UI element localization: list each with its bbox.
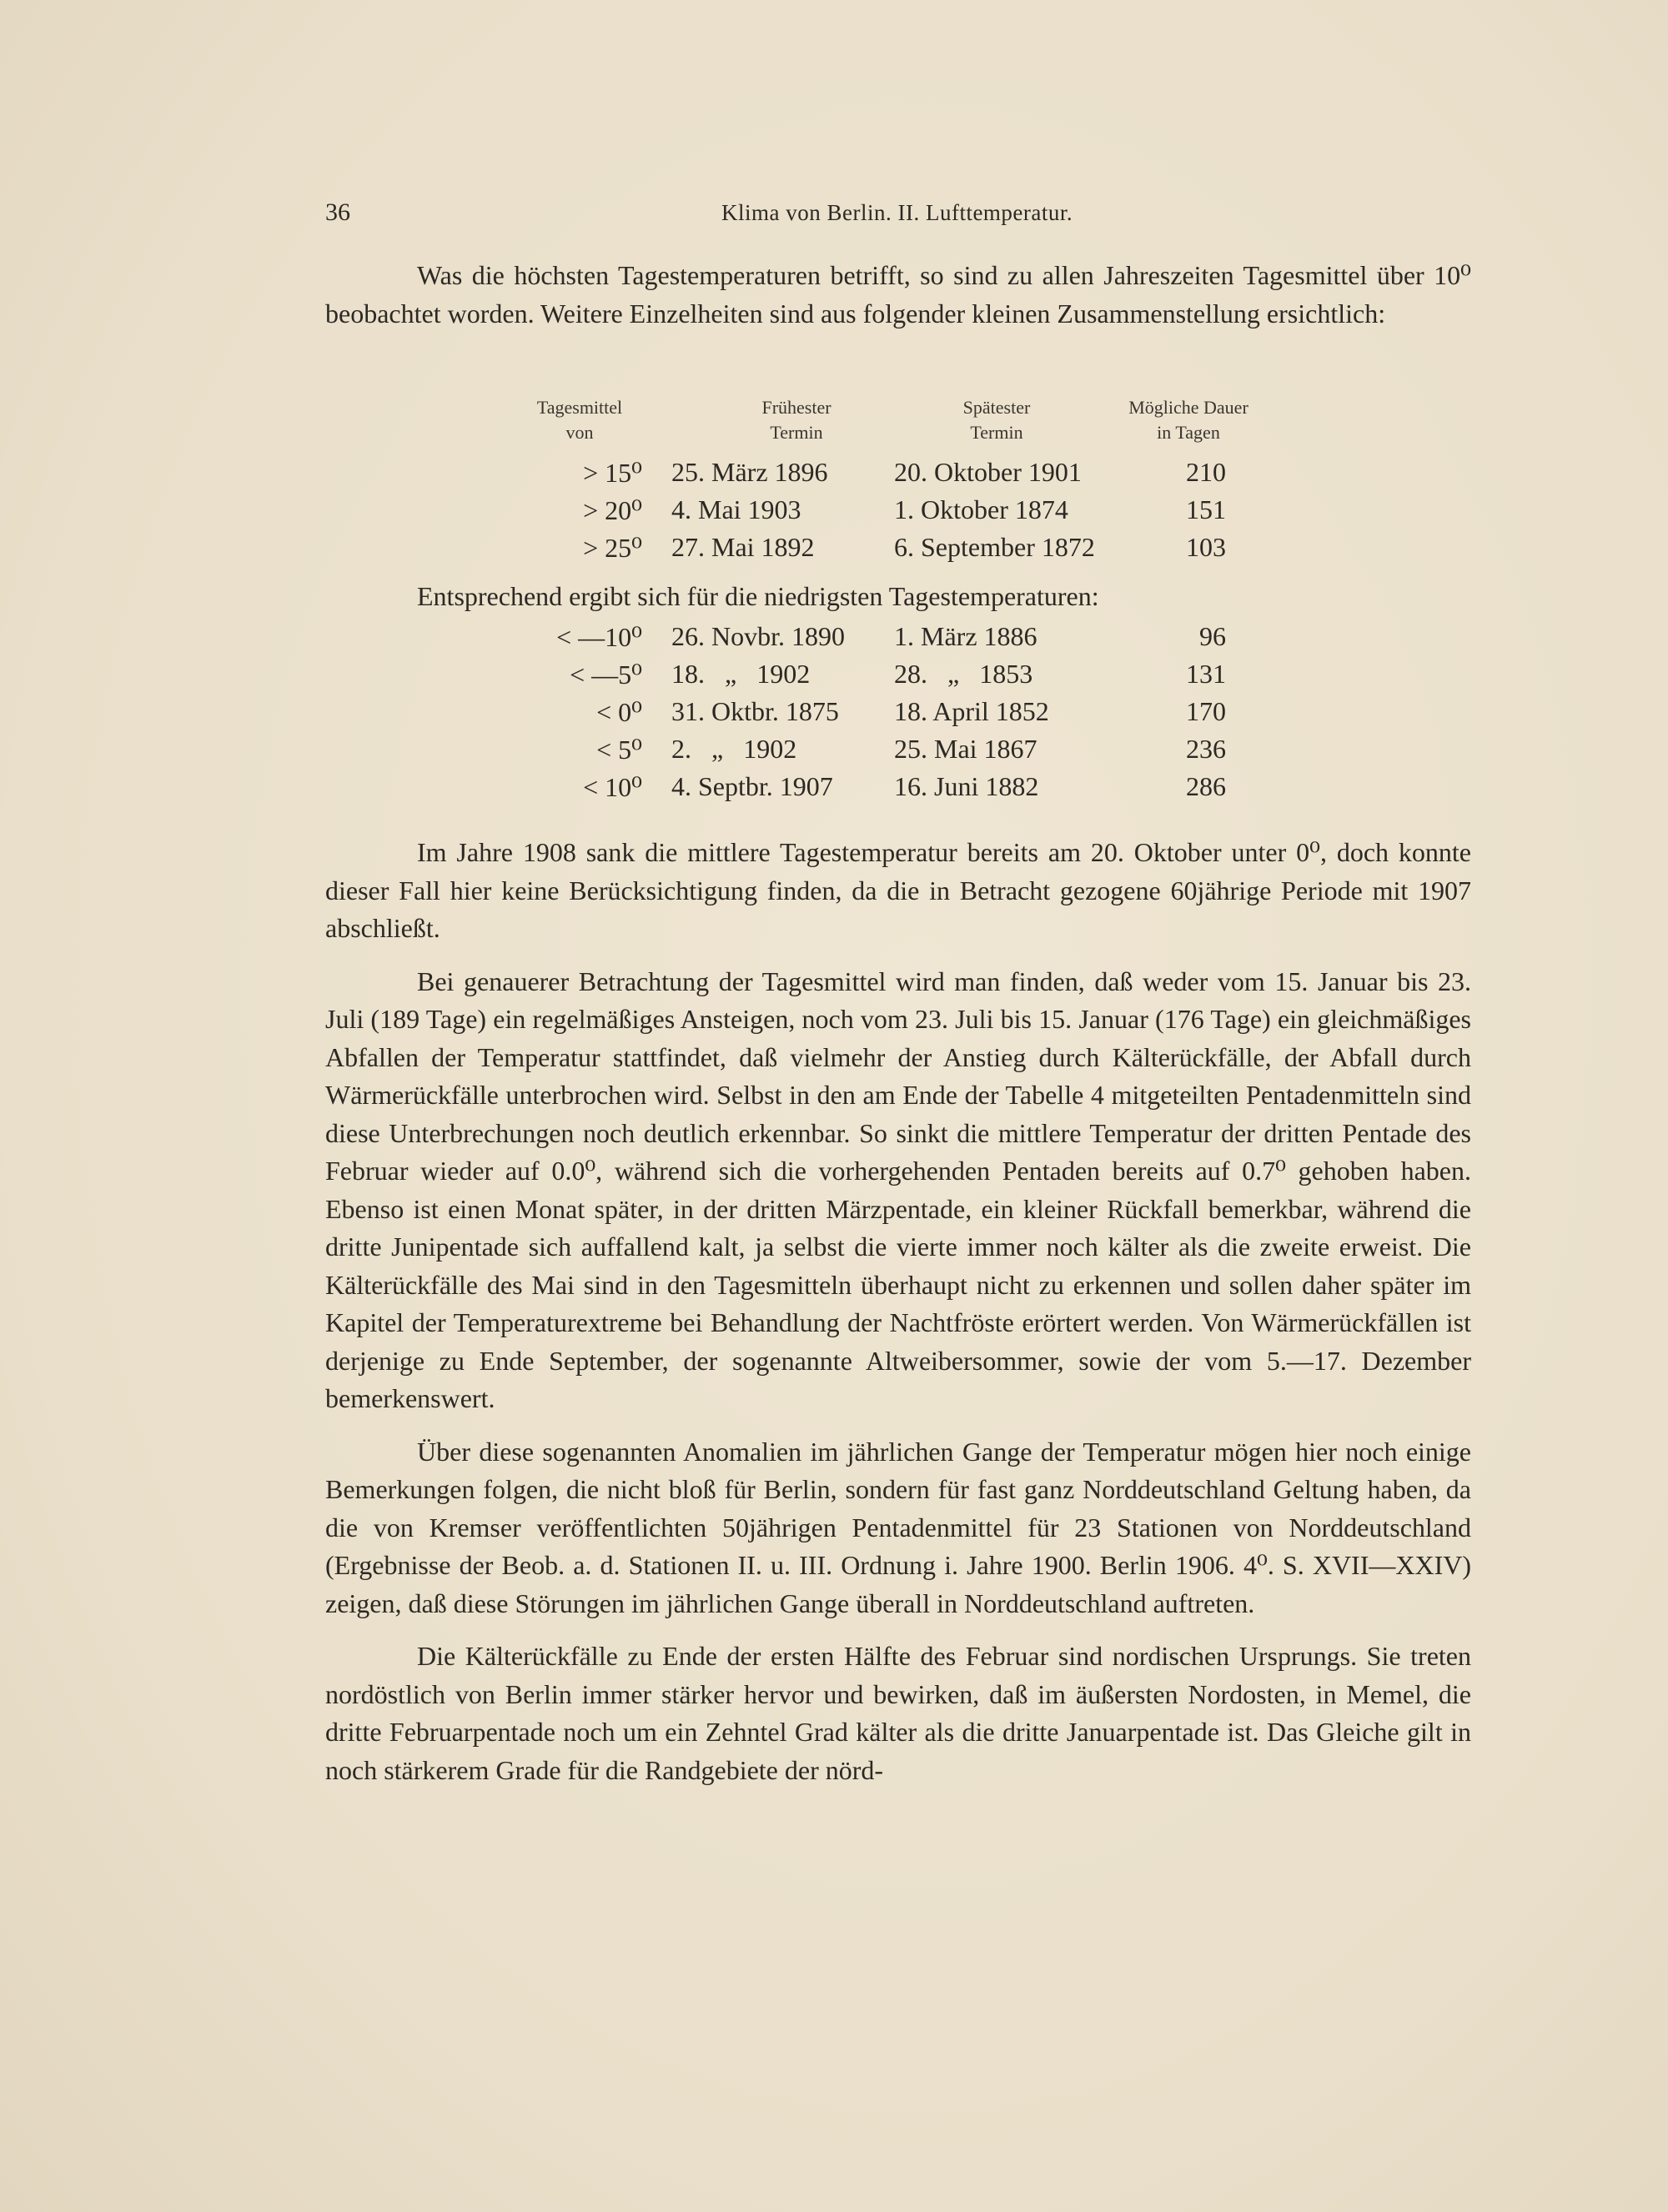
page-number: 36 [325, 198, 350, 226]
header-line: Spätester [962, 397, 1031, 418]
days-cell: 236 [1186, 734, 1226, 764]
days-cell: 286 [1186, 771, 1226, 801]
table-row [0, 457, 1668, 494]
threshold-cell: < —5⁰ [570, 660, 642, 690]
latest-cell: 18. April 1852 [894, 696, 1049, 726]
days-cell: 96 [1199, 621, 1226, 651]
column-header-duration [1076, 395, 1301, 445]
page-header [325, 198, 1472, 232]
table-row [0, 734, 1668, 771]
table-row [0, 659, 1668, 696]
threshold-cell: > 25⁰ [583, 533, 642, 563]
header-line: Mögliche Dauer [1128, 397, 1248, 418]
header-line: von [565, 422, 594, 443]
paragraph: Über diese sogenannten Anomalien im jährlichen Gange der Temperatur mögen hier noch einige Bemerkungen folgen, die nicht bloß für Berlin, sondern für fast ganz Norddeutschland Geltung haben, da die von Kremser veröffentlichten 50jährigen Pentadenmittel für 23 Stationen von Norddeutschland (Ergebnisse der Beob. a. d. Stationen II. u. III. Ordnung i. Jahre 1900. Berlin 1906. 4⁰. S. XVII—XXIV) zeigen, daß diese Störungen im jährlichen Gange überall in Norddeutschland auftreten. [325, 1436, 1471, 1618]
earliest-cell: 18. „ 1902 [671, 659, 811, 689]
days-cell: 151 [1186, 494, 1226, 524]
latest-cell: 25. Mai 1867 [894, 734, 1037, 764]
earliest-cell: 2. „ 1902 [671, 734, 797, 764]
earliest-cell: 31. Oktbr. 1875 [671, 696, 839, 726]
paragraph: Im Jahre 1908 sank die mittlere Tagestemperatur bereits am 20. Oktober unter 0⁰, doch konnte dieser Fall hier keine Berücksichtigung finden, da die in Betracht gezogene 60jährige Periode mit 1907 abschließt. [325, 837, 1471, 943]
table-row [0, 532, 1668, 569]
threshold-cell: < 0⁰ [596, 697, 642, 727]
latest-cell: 6. September 1872 [894, 532, 1095, 562]
header-line: in Tagen [1157, 422, 1220, 443]
latest-cell: 20. Oktober 1901 [894, 457, 1082, 487]
days-cell: 131 [1186, 659, 1226, 689]
threshold-cell: > 15⁰ [583, 458, 642, 488]
column-header-threshold [467, 395, 692, 445]
paragraph: Die Kälterückfälle zu Ende der ersten Hälfte des Februar sind nordischen Ursprungs. Sie treten nordöstlich von Berlin immer stärker hervor und bewirken, daß im äußersten Nordosten, in Memel, die dritte Februarpentade noch um ein Zehntel Grad kälter als die dritte Januarpentade ist. Das Gleiche gilt in noch stärkerem Grade für die Randgebiete der nörd- [325, 1641, 1471, 1785]
body-text [325, 834, 1471, 1789]
table-row [0, 696, 1668, 734]
latest-cell: 16. Juni 1882 [894, 771, 1039, 801]
earliest-cell: 4. Mai 1903 [671, 494, 801, 524]
days-cell: 210 [1186, 457, 1226, 487]
table-header [467, 395, 1301, 454]
table-row [0, 621, 1668, 659]
column-header-earliest [684, 395, 909, 445]
header-line: Termin [970, 422, 1023, 443]
header-line: Termin [770, 422, 823, 443]
days-cell: 103 [1186, 532, 1226, 562]
earliest-cell: 25. März 1896 [671, 457, 828, 487]
threshold-cell: < —10⁰ [556, 622, 642, 652]
threshold-cell: < 10⁰ [583, 772, 642, 802]
table-middle-text: Entsprechend ergibt sich für die niedrigsten Tagestemperaturen: [417, 581, 1099, 611]
threshold-cell: < 5⁰ [596, 735, 642, 765]
table-row [0, 494, 1668, 532]
threshold-cell: > 20⁰ [583, 495, 642, 525]
latest-cell: 1. Oktober 1874 [894, 494, 1068, 524]
table-row [0, 771, 1668, 809]
latest-cell: 28. „ 1853 [894, 659, 1033, 689]
days-cell: 170 [1186, 696, 1226, 726]
latest-cell: 1. März 1886 [894, 621, 1037, 651]
header-line: Tagesmittel [536, 397, 623, 418]
earliest-cell: 26. Novbr. 1890 [671, 621, 845, 651]
intro-paragraph: Was die höchsten Tagestemperaturen betrifft, so sind zu allen Jahreszeiten Tagesmittel über 10⁰ beobachtet worden. Weitere Einzelheiten sind aus folgender kleinen Zusammenstellung ersichtlich: [325, 260, 1471, 329]
earliest-cell: 4. Septbr. 1907 [671, 771, 833, 801]
paragraph: Bei genauerer Betrachtung der Tagesmittel wird man finden, daß weder vom 15. Januar bis 23. Juli (189 Tage) ein regelmäßiges Ansteigen, noch vom 23. Juli bis 15. Januar (176 Tage) ein gleichmäßiges Abfallen der Temperatur stattfindet, daß vielmehr der Anstieg durch Kälterückfälle, der Abfall durch Wärmerückfälle unterbrochen wird. Selbst in den am Ende der Tabelle 4 mitgeteilten Pentadenmitteln sind diese Unterbrechungen noch deutlich erkennbar. So sinkt die mittlere Temperatur der dritten Pentade des Februar wieder auf 0.0⁰, während sich die vorhergehenden Pentaden bereits auf 0.7⁰ gehoben haben. Ebenso ist einen Monat später, in der dritten Märzpentade, ein kleiner Rückfall bemerkbar, während die dritte Junipentade sich auffallend kalt, ja selbst die vierte immer noch kälter als die zweite erweist. Die Kälterückfälle des Mai sind in den Tagesmitteln überhaupt nicht zu erkennen und sollen daher später im Kapitel der Temperaturextreme bei Behandlung der Nachtfröste erörtert werden. Von Wärmerückfällen ist derjenige zu Ende September, der sogenannte Altweibersommer, sowie der vom 5.—17. Dezember bemerkenswert. [325, 966, 1471, 1413]
running-title: Klima von Berlin. II. Lufttemperatur. [721, 200, 1073, 225]
header-line: Frühester [761, 397, 831, 418]
earliest-cell: 27. Mai 1892 [671, 532, 815, 562]
